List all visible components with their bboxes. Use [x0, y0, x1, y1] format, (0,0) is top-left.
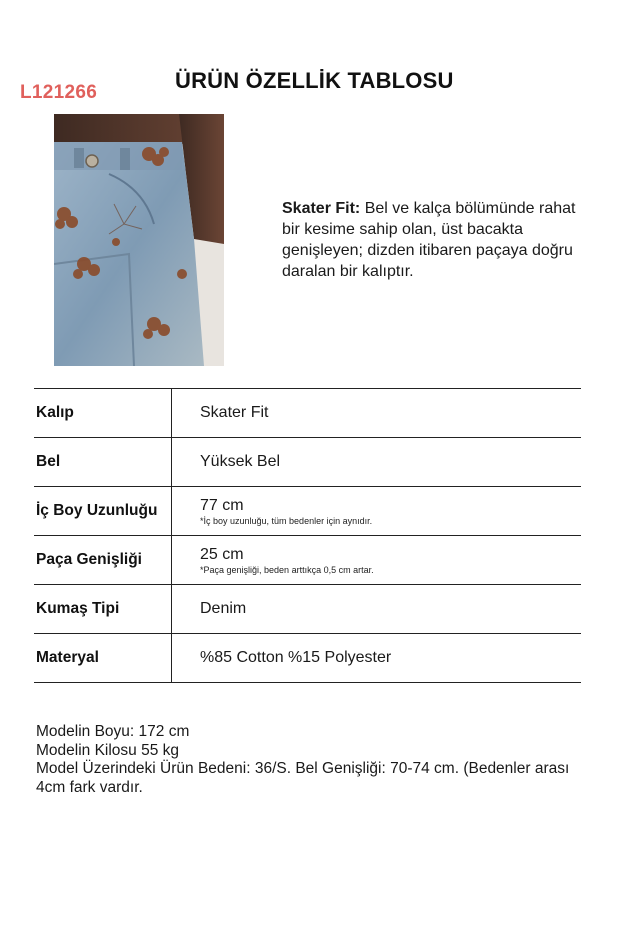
- spec-row-kalip: [34, 388, 581, 438]
- spec-value-wrap: [200, 389, 268, 437]
- spec-value-wrap: [200, 536, 374, 584]
- model-size: Model Üzerindeki Ürün Bedeni: 36/S. Bel Genişliği: 70-74 cm. (Bedenler arası 4cm fark vardır.: [36, 760, 570, 796]
- spec-label: Kalıp: [36, 404, 74, 421]
- spec-row-ic-boy: [34, 487, 581, 536]
- spec-label: Paça Genişliği: [36, 551, 142, 568]
- spec-note: *Paça genişliği, beden arttıkça 0,5 cm artar.: [200, 564, 374, 575]
- spec-label: Bel: [36, 453, 61, 470]
- page-title: ÜRÜN ÖZELLİK TABLOSU: [175, 68, 454, 93]
- spec-row-materyal: [34, 634, 581, 683]
- spec-row-paca: [34, 536, 581, 585]
- model-height: Modelin Boyu: 172 cm: [36, 723, 190, 740]
- spec-value: Denim: [200, 600, 247, 617]
- model-info: [36, 723, 576, 797]
- table-divider: [171, 585, 172, 633]
- spec-value-wrap: [200, 585, 246, 633]
- spec-label: Kumaş Tipi: [36, 600, 120, 617]
- spec-value-wrap: [200, 634, 391, 682]
- spec-value-wrap: [200, 438, 280, 486]
- product-code: L121266: [20, 82, 98, 103]
- spec-row-bel: [34, 438, 581, 487]
- table-divider: [171, 634, 172, 682]
- fit-description-text: Bel ve kalça bölümünde rahat bir kesime sahip olan, üst bacakta genişleyen; dizden itibaren paçaya doğru daralan bir kalıptır.: [282, 200, 576, 280]
- spec-value-wrap: [200, 487, 372, 535]
- table-divider: [171, 536, 172, 584]
- table-divider: [171, 487, 172, 535]
- fit-description: [282, 198, 582, 282]
- spec-value: 25 cm: [200, 545, 244, 563]
- spec-row-kumas: [34, 585, 581, 634]
- product-photo: [54, 114, 224, 366]
- spec-value: Yüksek Bel: [200, 453, 281, 470]
- spec-label: İç Boy Uzunluğu: [36, 502, 158, 519]
- fit-name: Skater Fit:: [282, 200, 361, 217]
- spec-label: Materyal: [36, 649, 99, 666]
- spec-note: *İç boy uzunluğu, tüm bedenler için aynıdır.: [200, 515, 373, 526]
- spec-value: Skater Fit: [200, 404, 269, 421]
- table-divider: [171, 389, 172, 437]
- spec-value: 77 cm: [200, 496, 244, 514]
- jeans-image: [54, 114, 224, 366]
- spec-table: [34, 388, 581, 683]
- spec-value: %85 Cotton %15 Polyester: [200, 649, 392, 666]
- model-weight: Modelin Kilosu 55 kg: [36, 741, 180, 759]
- table-divider: [171, 438, 172, 486]
